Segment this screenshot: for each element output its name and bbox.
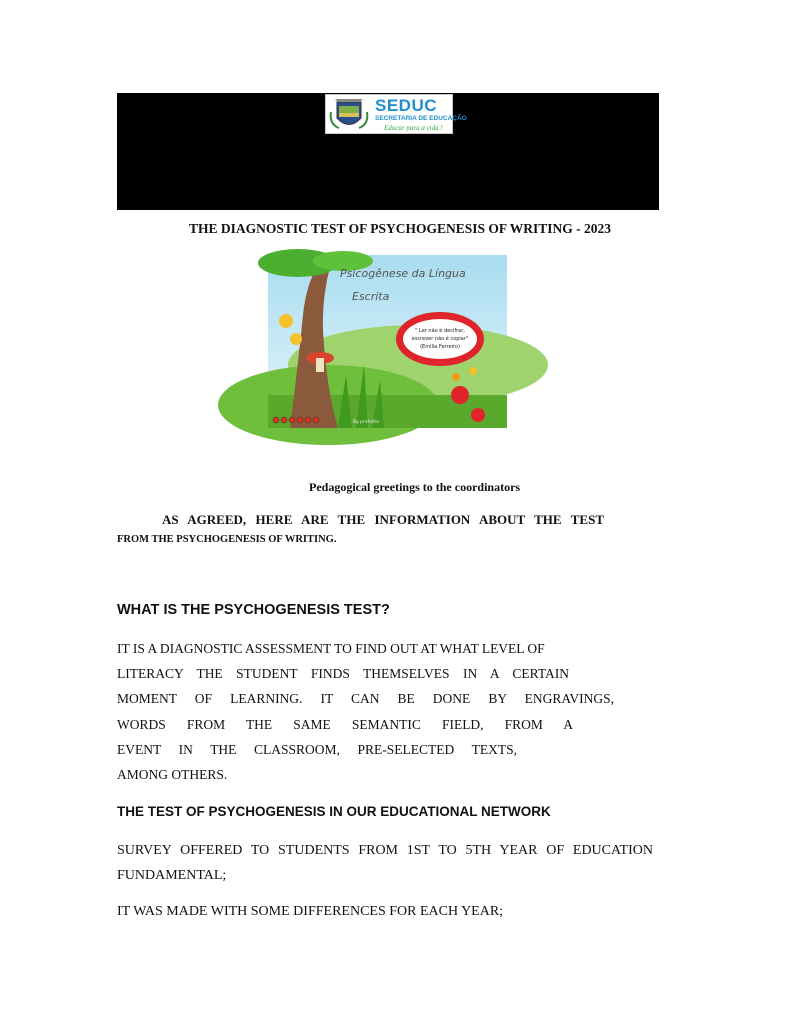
section1-line: MOMENT OF LEARNING. IT CAN BE DONE BY ENGRAVINGS, <box>117 691 614 706</box>
section1-line: EVENT IN THE CLASSROOM, PRE-SELECTED TEXTS, <box>117 742 517 757</box>
greeting-text: Pedagogical greetings to the coordinators <box>309 480 521 494</box>
municipal-crest-icon <box>329 98 369 131</box>
quote-line2: escrever não é copiar" <box>411 336 469 342</box>
logo-name: SEDUC <box>375 96 438 115</box>
quote-author: (Emília Ferreiro) <box>420 344 460 350</box>
illustration-credit: By profelita <box>353 420 379 425</box>
section2-para1-line1: SURVEY OFFERED TO STUDENTS FROM 1ST TO 5TH YEAR OF EDUCATION <box>117 843 653 858</box>
intro-line1: AS AGREED, HERE ARE THE INFORMATION ABOUT THE TEST <box>162 512 604 527</box>
section1-heading: WHAT IS THE PSYCHOGENESIS TEST? <box>117 602 390 618</box>
section1-line: IT IS A DIAGNOSTIC ASSESSMENT TO FIND OUT AT WHAT LEVEL OF <box>117 641 545 656</box>
logo-subtitle: SECRETARIA DE EDUCAÇÃO <box>375 115 467 122</box>
document-title: THE DIAGNOSTIC TEST OF PSYCHOGENESIS OF WRITING - 2023 <box>188 221 612 236</box>
quote-line1: " Ler não é decifrar, <box>415 328 465 334</box>
illustration-caption-line1: Psicogênese da Língua <box>340 267 466 280</box>
section1-line: LITERACY THE STUDENT FINDS THEMSELVES IN A CERTAIN <box>117 666 569 681</box>
section1-line: AMONG OTHERS. <box>117 767 228 782</box>
seduc-logo <box>325 94 467 134</box>
section2-para1-line2: FUNDAMENTAL; <box>117 868 227 883</box>
header-banner <box>117 93 659 210</box>
illustration-caption-line2: Escrita <box>352 290 390 303</box>
psychogenesis-illustration <box>268 255 507 428</box>
section2-para2: IT WAS MADE WITH SOME DIFFERENCES FOR EACH YEAR; <box>117 904 504 919</box>
logo-slogan: Educar para a vida ! <box>384 124 443 132</box>
section1-line: WORDS FROM THE SAME SEMANTIC FIELD, FROM A <box>117 717 573 732</box>
intro-line2: FROM THE PSYCHOGENESIS OF WRITING. <box>117 534 337 545</box>
section2-heading: THE TEST OF PSYCHOGENESIS IN OUR EDUCATIONAL NETWORK <box>117 804 551 819</box>
